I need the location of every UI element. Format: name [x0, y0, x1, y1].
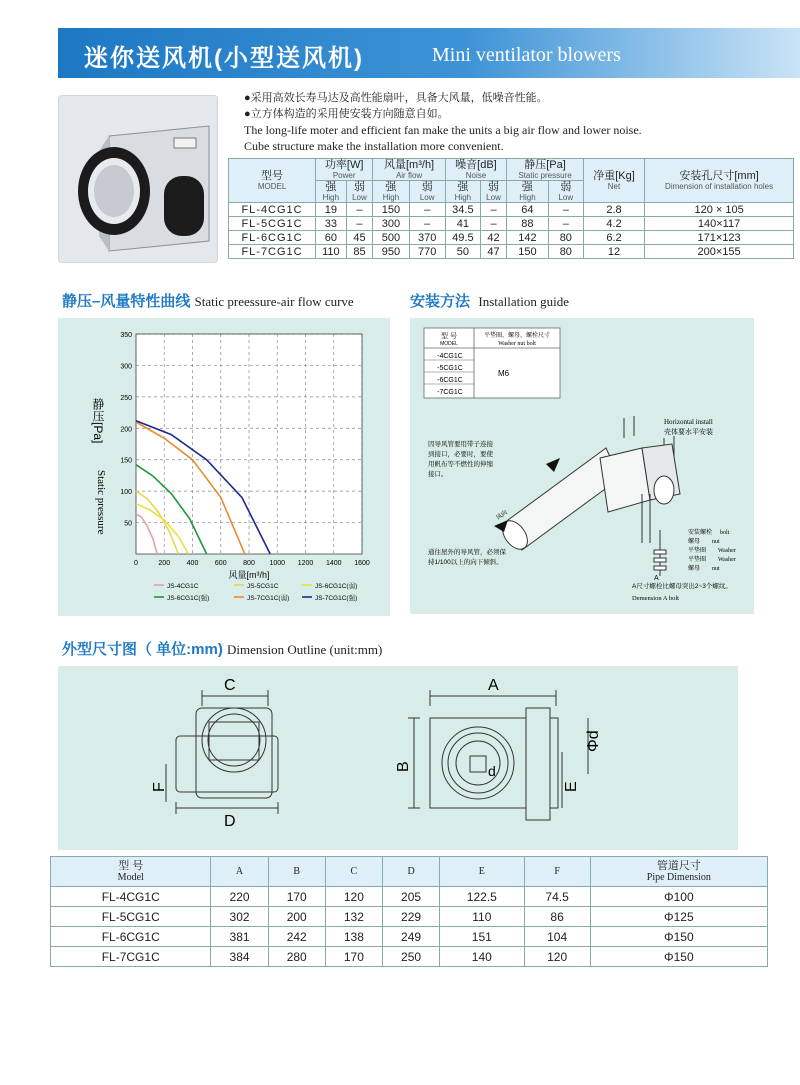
dim-value-cell: 151: [440, 927, 524, 947]
spec-value-cell: 19: [316, 203, 347, 217]
duct-sketch: [494, 416, 680, 554]
part-1-en: bolt: [720, 530, 730, 536]
spec-subheader: 强 High: [445, 181, 480, 203]
dim-table-header: B: [268, 857, 325, 887]
title-banner: [58, 28, 800, 78]
install-header-model: 型 号: [441, 333, 457, 340]
x-tick-label: 1000: [269, 560, 286, 567]
dim-value-cell: 381: [211, 927, 268, 947]
spec-value-cell: –: [548, 217, 583, 231]
y-tick-label: 350: [120, 332, 132, 339]
legend-label-3: JS-6CG1C(强): [167, 595, 210, 602]
dim-value-cell: Φ100: [590, 887, 767, 907]
dim-value-cell: Φ150: [590, 947, 767, 967]
install-header-bolt: 平垫圈、螺母、螺栓尺寸: [483, 333, 551, 339]
y-tick-label: 150: [120, 457, 132, 465]
spec-header-airflow: 风量[m³/h] Air flow: [373, 159, 446, 181]
blower-illustration: [59, 96, 219, 264]
spec-value-cell: 80: [548, 245, 583, 259]
dim-model-cell: FL-5CG1C: [51, 907, 211, 927]
install-bolt-size: M6: [498, 369, 510, 378]
part-5-en: nut: [712, 566, 720, 572]
spec-subheader: 弱 Low: [346, 181, 373, 203]
spec-value-cell: 6.2: [583, 231, 644, 245]
part-5-cn: 螺母: [688, 566, 701, 572]
spec-value-cell: –: [480, 203, 506, 217]
y-tick-label: 300: [120, 363, 132, 371]
spec-subheader: 强 High: [373, 181, 409, 203]
x-tick-label: 600: [214, 560, 227, 567]
spec-value-cell: 50: [445, 245, 480, 259]
spec-value-cell: –: [409, 203, 445, 217]
dimension-drawings: [58, 666, 738, 850]
x-tick-label: 1400: [325, 560, 342, 567]
install-panel: [410, 318, 754, 614]
legend-label-2: JS-6CG1C(弱): [315, 583, 358, 590]
dim-value-cell: 120: [524, 947, 590, 967]
dim-table-header: C: [325, 857, 382, 887]
curve-chart: [58, 318, 390, 616]
dim-table-row: [51, 907, 768, 927]
dim-model-cell: FL-7CG1C: [51, 947, 211, 967]
part-1-cn: 安装螺栓: [688, 530, 713, 536]
spec-value-cell: 500: [373, 231, 409, 245]
dim-label-f: F: [151, 782, 168, 792]
spec-value-cell: 49.5: [445, 231, 480, 245]
dimension-table: [50, 856, 768, 967]
dim-model-cell: FL-6CG1C: [51, 927, 211, 947]
spec-subheader: 弱 Low: [409, 181, 445, 203]
dim-value-cell: 280: [268, 947, 325, 967]
spec-value-cell: 80: [548, 231, 583, 245]
install-header-model-en: MODEL: [440, 341, 458, 347]
feature-cn-2: ●立方体构造的采用使安装方向随意自如。: [244, 108, 449, 120]
spec-value-cell: 42: [480, 231, 506, 245]
part-3-en: Washer: [718, 548, 736, 554]
spec-model-cell: FL-7CG1C: [229, 245, 316, 259]
install-header-bolt-en: Washer nut bolt: [498, 341, 536, 347]
dim-value-cell: 384: [211, 947, 268, 967]
note-duct-3: 用帆布等不燃性的伸缩: [428, 461, 493, 468]
curve-section-title: 静压–风量特性曲线 Static preessure-air flow curve: [62, 293, 354, 310]
note-duct-4: 接口。: [428, 471, 448, 478]
dim-model-cell: FL-4CG1C: [51, 887, 211, 907]
dim-label-b: B: [395, 761, 412, 772]
dimension-section-title: 外型尺寸图（ 单位:mm) Dimension Outline (unit:mm): [62, 641, 383, 658]
feature-en-2: Cube structure make the installation more convenient.: [244, 139, 504, 153]
dim-value-cell: 138: [325, 927, 382, 947]
note-horizontal-cn: 壳体要水平安装: [664, 429, 713, 436]
spec-subheader: 弱 Low: [548, 181, 583, 203]
dim-table-header: E: [440, 857, 524, 887]
install-section-title: 安装方法 Installation guide: [410, 293, 569, 310]
dim-value-cell: 205: [382, 887, 439, 907]
spec-value-cell: 34.5: [445, 203, 480, 217]
spec-row: [229, 203, 794, 217]
dim-label-phi-d: Φd: [585, 730, 602, 752]
legend-label-5: JS-7CG1C(强): [315, 595, 358, 602]
label-a: A: [654, 575, 659, 582]
part-3-cn: 平垫圈: [688, 548, 707, 554]
product-photo: [58, 95, 218, 263]
spec-value-cell: –: [548, 203, 583, 217]
spec-row: [229, 231, 794, 245]
spec-value-cell: 200×155: [645, 245, 794, 259]
x-axis-label: 风量[m³/h]: [228, 570, 270, 580]
spec-header-noise: 噪音[dB] Noise: [445, 159, 506, 181]
spec-value-cell: 45: [346, 231, 373, 245]
dim-label-c: C: [224, 677, 236, 694]
spec-value-cell: 12: [583, 245, 644, 259]
install-model-3: -6CG1C: [437, 377, 463, 384]
x-tick-label: 0: [134, 560, 138, 567]
spec-model-cell: FL-6CG1C: [229, 231, 316, 245]
x-tick-label: 800: [243, 560, 255, 567]
spec-value-cell: 142: [507, 231, 549, 245]
spec-value-cell: 140×117: [645, 217, 794, 231]
side-view-drawing: [166, 690, 278, 814]
x-tick-label: 1200: [297, 560, 314, 567]
dim-label-small-d: d: [488, 763, 496, 779]
dim-table-header: D: [382, 857, 439, 887]
spec-value-cell: 33: [316, 217, 347, 231]
spec-value-cell: –: [409, 217, 445, 231]
y-axis-label-cn: 静压[Pa]: [91, 398, 105, 444]
spec-value-cell: 60: [316, 231, 347, 245]
front-view-drawing: [408, 690, 588, 820]
install-model-4: -7CG1C: [437, 389, 463, 396]
part-2-cn: 螺母: [688, 539, 701, 545]
dim-value-cell: 242: [268, 927, 325, 947]
spec-value-cell: 47: [480, 245, 506, 259]
spec-value-cell: 370: [409, 231, 445, 245]
spec-header-weight: 净重[Kg] Net: [583, 159, 644, 203]
spec-row: [229, 245, 794, 259]
dim-value-cell: Φ125: [590, 907, 767, 927]
spec-table: [228, 158, 794, 259]
spec-value-cell: 85: [346, 245, 373, 259]
spec-value-cell: 150: [507, 245, 549, 259]
spec-value-cell: 110: [316, 245, 347, 259]
spec-value-cell: 300: [373, 217, 409, 231]
dim-value-cell: 86: [524, 907, 590, 927]
part-2-en: nut: [712, 539, 720, 545]
x-tick-label: 200: [158, 560, 171, 567]
spec-value-cell: 88: [507, 217, 549, 231]
spec-value-cell: 120 × 105: [645, 203, 794, 217]
note-a-cn: A尺寸螺栓比螺母突出2~3个螺纹。: [632, 583, 732, 590]
spec-header-holes: 安装孔尺寸[mm] Dimension of installation holes: [645, 159, 794, 203]
dim-table-header: A: [211, 857, 268, 887]
dim-value-cell: 132: [325, 907, 382, 927]
curve-chart-panel: [58, 318, 390, 616]
spec-model-cell: FL-4CG1C: [229, 203, 316, 217]
y-tick-label: 50: [124, 520, 132, 528]
dim-table-header: 型 号 Model: [51, 857, 211, 887]
dim-value-cell: 220: [211, 887, 268, 907]
x-tick-label: 1600: [354, 560, 370, 567]
feature-cn-1: ●采用高效长寿马达及高性能扇叶，具备大风量，低噪音性能。: [244, 92, 548, 104]
dim-value-cell: 250: [382, 947, 439, 967]
part-4-en: Washer: [718, 557, 736, 563]
install-model-1: -4CG1C: [437, 353, 463, 360]
feature-list: [244, 90, 642, 154]
y-tick-label: 100: [120, 489, 132, 497]
spec-value-cell: –: [346, 217, 373, 231]
spec-value-cell: 41: [445, 217, 480, 231]
dim-value-cell: 170: [268, 887, 325, 907]
dim-label-a: A: [488, 677, 499, 694]
dim-value-cell: 74.5: [524, 887, 590, 907]
dim-value-cell: 120: [325, 887, 382, 907]
dim-value-cell: 249: [382, 927, 439, 947]
dim-table-row: [51, 947, 768, 967]
note-a-en: Demension A bolt: [632, 595, 679, 602]
dim-table-row: [51, 887, 768, 907]
dim-value-cell: 110: [440, 907, 524, 927]
flow-direction-label: 风向: [495, 509, 509, 522]
dim-value-cell: 104: [524, 927, 590, 947]
dim-value-cell: 229: [382, 907, 439, 927]
y-tick-label: 200: [120, 426, 132, 434]
spec-subheader: 强 High: [507, 181, 549, 203]
spec-header-pressure: 静压[Pa] Static pressure: [507, 159, 584, 181]
dim-label-e: E: [563, 781, 580, 792]
y-tick-label: 250: [120, 394, 132, 402]
legend-label-4: JS-7CG1C(弱): [247, 595, 290, 602]
dim-label-d: D: [224, 813, 236, 830]
x-tick-label: 400: [186, 560, 199, 567]
note-duct-1: 因导风管要用带子连接: [428, 441, 493, 448]
dim-table-header: 管道尺寸 Pipe Dimension: [590, 857, 767, 887]
note-horizontal-en: Horizontal install: [664, 418, 713, 426]
spec-value-cell: 171×123: [645, 231, 794, 245]
spec-header-power: 功率[W] Power: [316, 159, 373, 181]
dim-table-header: F: [524, 857, 590, 887]
spec-value-cell: 770: [409, 245, 445, 259]
note-duct-2: 到接口，必要时，要使: [428, 451, 493, 458]
dim-value-cell: 200: [268, 907, 325, 927]
title-en: Mini ventilator blowers: [432, 44, 621, 66]
install-diagram: [410, 318, 754, 614]
title-cn: 迷你送风机(小型送风机): [84, 45, 364, 72]
legend-label-1: JS-5CG1C: [247, 583, 279, 590]
spec-subheader: 弱 Low: [480, 181, 506, 203]
install-model-2: -5CG1C: [437, 365, 463, 372]
spec-value-cell: –: [480, 217, 506, 231]
dimension-outline-panel: [58, 666, 738, 850]
dim-value-cell: 122.5: [440, 887, 524, 907]
note-outdoor-1: 通往屋外的导风管，必须保: [428, 549, 506, 556]
spec-value-cell: 950: [373, 245, 409, 259]
spec-subheader: 强 High: [316, 181, 347, 203]
spec-value-cell: 4.2: [583, 217, 644, 231]
spec-header-model: 型号 MODEL: [229, 159, 316, 203]
y-axis-label-en: Static pressure: [95, 470, 107, 535]
spec-row: [229, 217, 794, 231]
note-outdoor-2: 持1/100以上的向下倾斜。: [428, 559, 503, 566]
spec-model-cell: FL-5CG1C: [229, 217, 316, 231]
spec-value-cell: 150: [373, 203, 409, 217]
legend-label-0: JS-4CG1C: [167, 583, 199, 590]
dim-value-cell: 140: [440, 947, 524, 967]
dim-value-cell: Φ150: [590, 927, 767, 947]
feature-en-1: The long-life moter and efficient fan make the units a big air flow and lower noise.: [244, 123, 642, 137]
bolt-legend: [654, 528, 736, 582]
spec-value-cell: 64: [507, 203, 549, 217]
spec-value-cell: 2.8: [583, 203, 644, 217]
part-4-cn: 平垫圈: [688, 557, 707, 563]
dim-value-cell: 302: [211, 907, 268, 927]
dim-table-row: [51, 927, 768, 947]
dim-value-cell: 170: [325, 947, 382, 967]
spec-value-cell: –: [346, 203, 373, 217]
